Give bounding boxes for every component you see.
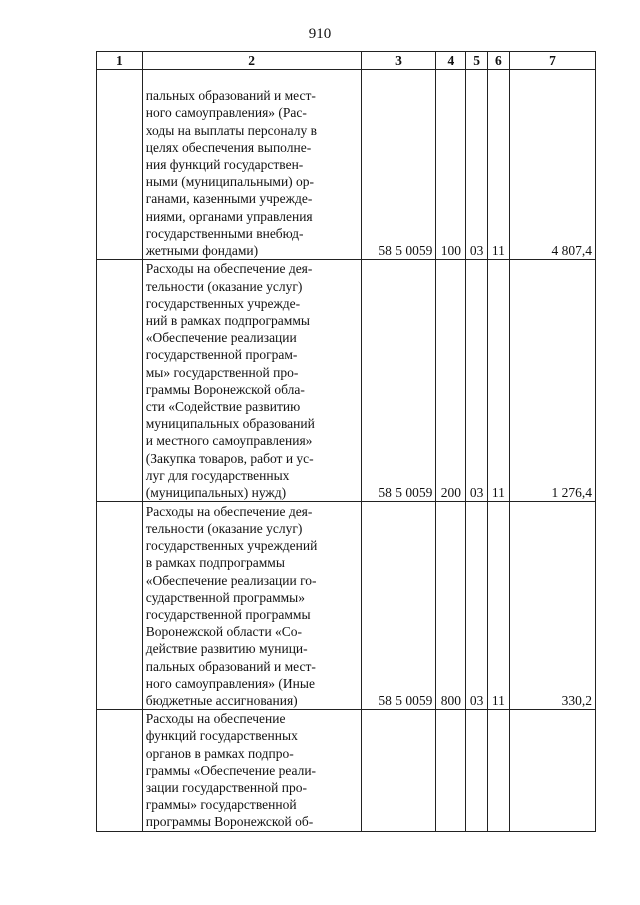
row-number-cell (97, 710, 143, 831)
subsection-cell: 11 (487, 502, 509, 710)
expense-type-cell: 800 (436, 502, 466, 710)
table-row (97, 710, 596, 831)
table-row (97, 502, 596, 710)
subsection-cell: 11 (487, 70, 509, 260)
subsection-cell (487, 710, 509, 831)
header-row (97, 52, 596, 70)
row-number-cell (97, 502, 143, 710)
section-cell: 03 (466, 260, 487, 502)
description-cell: пальных образований и мест- ного самоуправления» (Рас- ходы на выплаты персоналу в целях обеспечения выполне- ния функций государствен- ными (муниципальными) ор- ганами, казенными учрежде- ниями, органами управления государственными внебюд- жетными фондами) (142, 70, 361, 260)
header-col-6: 6 (487, 52, 509, 70)
header-col-1: 1 (97, 52, 143, 70)
amount-cell (510, 710, 596, 831)
header-col-2: 2 (142, 52, 361, 70)
section-cell: 03 (466, 502, 487, 710)
target-article-cell: 58 5 0059 (361, 70, 436, 260)
subsection-cell: 11 (487, 260, 509, 502)
amount-cell: 4 807,4 (510, 70, 596, 260)
budget-table (96, 51, 596, 832)
header-col-7: 7 (510, 52, 596, 70)
description-cell: Расходы на обеспечение функций государственных органов в рамках подпро- граммы «Обеспечение реали- зации государственной про- граммы» государственной программы Воронежской об- (142, 710, 361, 831)
table-row (97, 70, 596, 260)
description-cell: Расходы на обеспечение дея- тельности (оказание услуг) государственных учрежде- ний в рамках подпрограммы «Обеспечение реализации государственной програм- мы» государственной про- граммы Воронежской обла- сти «Содействие развитию муниципальных образований и местного самоуправления» (Закупка товаров, работ и ус- луг для государственных (муниципальных) нужд) (142, 260, 361, 502)
section-cell (466, 710, 487, 831)
target-article-cell: 58 5 0059 (361, 502, 436, 710)
header-col-5: 5 (466, 52, 487, 70)
amount-cell: 1 276,4 (510, 260, 596, 502)
description-cell: Расходы на обеспечение дея- тельности (оказание услуг) государственных учреждений в рамках подпрограммы «Обеспечение реализации го- сударственной программы» государственной программы Воронежской области «Со- действие развитию муници- пальных образований и мест- ного самоуправления» (Иные бюджетные ассигнования) (142, 502, 361, 710)
target-article-cell (361, 710, 436, 831)
expense-type-cell: 100 (436, 70, 466, 260)
section-cell: 03 (466, 70, 487, 260)
expense-type-cell: 200 (436, 260, 466, 502)
header-col-4: 4 (436, 52, 466, 70)
expense-type-cell (436, 710, 466, 831)
row-number-cell (97, 260, 143, 502)
table-row (97, 260, 596, 502)
page-number: 910 (308, 26, 332, 42)
target-article-cell: 58 5 0059 (361, 260, 436, 502)
amount-cell: 330,2 (510, 502, 596, 710)
row-number-cell (97, 70, 143, 260)
header-col-3: 3 (361, 52, 436, 70)
